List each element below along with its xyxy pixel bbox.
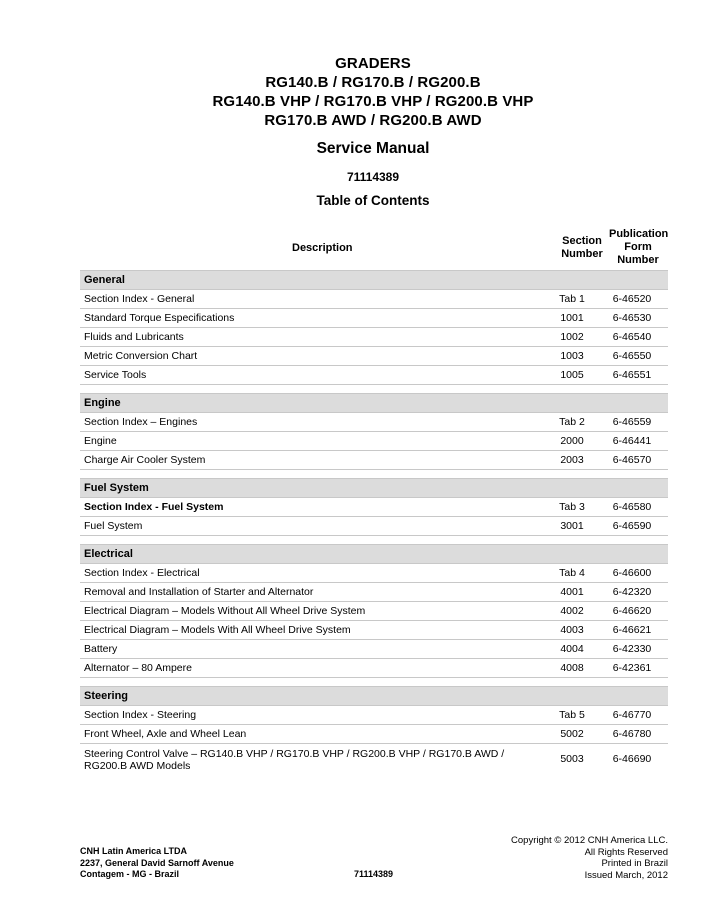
row-section-number: 4001 (560, 586, 584, 598)
column-header-section-number: Section Number (561, 235, 603, 260)
table-row (80, 743, 668, 774)
group-spacer (80, 469, 668, 478)
row-publication-number: 6-46590 (612, 520, 652, 532)
table-row (80, 308, 668, 327)
row-section-number: 1003 (560, 350, 584, 362)
footer-copyright: Copyright © 2012 CNH America LLC. (511, 835, 668, 846)
column-header-description: Description (292, 242, 353, 254)
row-description: Front Wheel, Axle and Wheel Lean (84, 728, 247, 740)
row-publication-number: 6-46570 (612, 454, 652, 466)
row-description: Fluids and Lubricants (84, 331, 184, 343)
part-number: 71114389 (346, 170, 400, 184)
title-line-4: RG170.B AWD / RG200.B AWD (264, 112, 482, 129)
row-publication-number: 6-46690 (612, 753, 652, 765)
title-line-3: RG140.B VHP / RG170.B VHP / RG200.B VHP (212, 93, 534, 110)
row-section-number: Tab 3 (559, 501, 585, 513)
row-description: Electrical Diagram – Models Without All Wheel Drive System (84, 605, 366, 617)
footer-part-number: 71114389 (354, 869, 394, 879)
row-description: Steering Control Valve – RG140.B VHP / RG170.B VHP / RG200.B VHP / RG170.B AWD / RG200.B AWD Models (84, 748, 505, 772)
table-row (80, 724, 668, 743)
group-spacer (80, 384, 668, 393)
table-row (80, 639, 668, 658)
group-header (80, 686, 668, 705)
row-section-number: 3001 (560, 520, 584, 532)
row-section-number: 4002 (560, 605, 584, 617)
row-publication-number: 6-46540 (612, 331, 652, 343)
row-section-number: 4008 (560, 662, 584, 674)
row-description: Service Tools (84, 369, 147, 381)
table-row (80, 289, 668, 308)
row-section-number: 2000 (560, 435, 584, 447)
table-row (80, 516, 668, 535)
row-description: Section Index - General (84, 293, 195, 305)
row-description: Section Index - Electrical (84, 567, 200, 579)
row-publication-number: 6-46621 (612, 624, 652, 636)
row-section-number: 2003 (560, 454, 584, 466)
row-section-number: 4004 (560, 643, 584, 655)
row-description: Section Index – Engines (84, 416, 198, 428)
footer-rights: All Rights Reserved (584, 846, 668, 858)
row-description: Section Index - Steering (84, 709, 197, 721)
row-publication-number: 6-46600 (612, 567, 652, 579)
footer-address: 2237, General David Sarnoff Avenue (80, 857, 234, 868)
group-title: Fuel System (84, 482, 149, 494)
row-section-number: 4003 (560, 624, 584, 636)
row-description: Battery (84, 643, 118, 655)
footer-printed: Printed in Brazil (601, 858, 668, 869)
group-header (80, 270, 668, 289)
row-publication-number: 6-42330 (612, 643, 652, 655)
row-section-number: Tab 2 (559, 416, 585, 428)
table-row (80, 658, 668, 677)
table-row (80, 620, 668, 639)
table-row (80, 705, 668, 724)
footer-issued: Issued March, 2012 (584, 869, 668, 881)
row-section-number: Tab 4 (559, 567, 585, 579)
document-header (0, 54, 706, 208)
row-description: Removal and Installation of Starter and Alternator (84, 586, 314, 598)
row-description: Charge Air Cooler System (84, 454, 206, 466)
row-description: Standard Torque Especifications (84, 312, 235, 324)
row-publication-number: 6-46551 (612, 369, 652, 381)
row-section-number: 1002 (560, 331, 584, 343)
group-header (80, 544, 668, 563)
group-title: Electrical (84, 548, 133, 560)
column-header-publication-number: Publication Form Number (609, 228, 669, 266)
row-section-number: 5003 (560, 753, 584, 765)
toc-heading: Table of Contents (316, 193, 430, 208)
row-section-number: 5002 (560, 728, 584, 740)
group-header (80, 393, 668, 412)
table-row (80, 450, 668, 469)
manual-title: Service Manual (316, 140, 430, 157)
row-publication-number: 6-46520 (612, 293, 652, 305)
row-publication-number: 6-46441 (612, 435, 652, 447)
row-publication-number: 6-46530 (612, 312, 652, 324)
row-publication-number: 6-46550 (612, 350, 652, 362)
footer-company: CNH Latin America LTDA (80, 846, 188, 856)
table-row (80, 497, 668, 516)
row-publication-number: 6-46620 (612, 605, 652, 617)
table-row (80, 431, 668, 450)
group-title: General (84, 274, 125, 286)
row-section-number: Tab 5 (559, 709, 585, 721)
row-section-number: 1005 (560, 369, 584, 381)
row-publication-number: 6-46580 (612, 501, 652, 513)
row-section-number: 1001 (560, 312, 584, 324)
table-row (80, 412, 668, 431)
group-spacer (80, 677, 668, 686)
group-title: Steering (84, 690, 129, 702)
row-publication-number: 6-46559 (612, 416, 652, 428)
table-row (80, 563, 668, 582)
group-header (80, 478, 668, 497)
row-description: Engine (84, 435, 117, 447)
footer-copyright-block (511, 835, 668, 881)
title-line-2: RG140.B / RG170.B / RG200.B (265, 74, 481, 91)
table-row (80, 582, 668, 601)
row-description: Fuel System (84, 520, 143, 532)
row-publication-number: 6-42361 (612, 662, 652, 674)
toc-table (80, 270, 668, 774)
row-section-number: Tab 1 (559, 293, 585, 305)
row-publication-number: 6-46780 (612, 728, 652, 740)
group-title: Engine (84, 397, 121, 409)
row-publication-number: 6-42320 (612, 586, 652, 598)
row-description: Metric Conversion Chart (84, 350, 198, 362)
row-description: Electrical Diagram – Models With All Wheel Drive System (84, 624, 351, 636)
table-row (80, 601, 668, 620)
table-row (80, 346, 668, 365)
row-description: Alternator – 80 Ampere (84, 662, 192, 674)
title-line-1: GRADERS (335, 55, 411, 72)
footer-city: Contagem - MG - Brazil (80, 869, 180, 879)
table-row (80, 327, 668, 346)
table-row (80, 365, 668, 384)
group-spacer (80, 535, 668, 544)
footer-company-block (80, 846, 234, 881)
row-description: Section Index - Fuel System (84, 501, 224, 513)
row-publication-number: 6-46770 (612, 709, 652, 721)
